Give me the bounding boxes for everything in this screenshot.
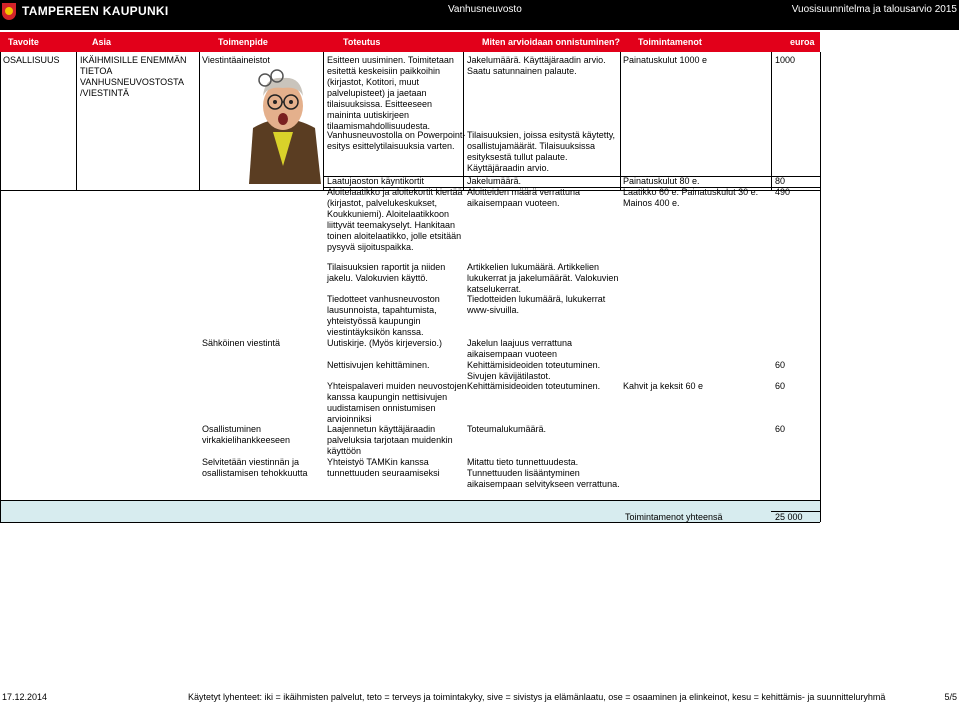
total-label: Toimintamenot yhteensä <box>625 512 723 522</box>
header-arvio: Miten arvioidaan onnistuminen? <box>482 37 621 47</box>
plan-table <box>0 52 820 522</box>
cell-toteutus-1: Esitteen uusiminen. Toimitetaan esitettä keskeisiin paikkoihin (kirjastot, Kotitori, muut palvelupisteet) ja jaetaan tilaisuuksissa. Esitteeseen maininta uutiskirjeen tilaamismahdollisuudesta. <box>327 55 454 131</box>
cell-menot-4: Laatikko 60 e. Painatuskulut 30 e. Mainos 400 e. <box>623 187 759 208</box>
cell-toteutus-5: Tilaisuuksien raportit ja niiden jakelu. Valokuvien käyttö. <box>327 262 446 283</box>
cell-toteutus-6: Tiedotteet vanhusneuvoston lausunnoista, tapahtumista, yhteistyössä kaupungin viestintäyksikön kanssa. <box>327 294 440 337</box>
cell-arvio-5: Artikkelien lukumäärä. Artikkelien lukukerrat ja jakelumäärät. Valokuvien katselukerrat. <box>467 262 619 294</box>
cell-menot-3: Painatuskulut 80 e. <box>623 176 700 186</box>
cell-arvio-2: Tilaisuuksien, joissa esitystä käytetty, osallistujamäärät. Tilaisuuksissa esityksestä tullut palaute. Käyttäjäraadin arvio. <box>467 130 616 173</box>
cell-euroa-3: 80 <box>775 176 786 186</box>
logo <box>2 2 169 20</box>
cell-arvio-4: Aloitteiden määrä verrattuna aikaisempaan vuoteen. <box>467 187 581 208</box>
document-subtitle: Vuosisuunnitelma ja talousarvio 2015 <box>791 4 957 15</box>
cell-euroa-8: 60 <box>775 360 786 370</box>
cell-euroa-9: 60 <box>775 381 786 391</box>
header-toimenpide: Toimenpide <box>218 37 268 47</box>
table-header <box>0 32 820 52</box>
cell-euroa-10: 60 <box>775 424 786 434</box>
cell-toteutus-3: Laatujaoston käyntikortit <box>327 176 425 186</box>
cell-toimenpide-10: Osallistuminen virkakielihankkeeseen <box>202 424 291 445</box>
cell-toteutus-8: Nettisivujen kehittäminen. <box>327 360 430 370</box>
footer-date: 17.12.2014 <box>2 692 48 702</box>
top-bar <box>0 0 959 30</box>
header-tavoite: Tavoite <box>8 37 39 47</box>
logo-text: TAMPEREEN KAUPUNKI <box>22 4 169 18</box>
document-title: Vanhusneuvosto <box>448 4 522 15</box>
cell-toimenpide-11: Selvitetään viestinnän ja osallistamisen tehokkuutta <box>202 457 308 478</box>
cell-euroa-4: 490 <box>775 187 791 197</box>
cell-arvio-3: Jakelumäärä. <box>467 176 522 186</box>
header-asia: Asia <box>92 37 112 47</box>
cell-toteutus-2: Vanhusneuvostolla on Powerpoint- esitys esittelytilaisuuksia varten. <box>327 130 466 151</box>
cell-toteutus-7: Uutiskirje. (Myös kirjeversio.) <box>327 338 443 348</box>
cell-asia: IKÄIHMISILLE ENEMMÄN TIETOA VANHUSNEUVOSTOSTA /VIESTINTÄ <box>80 55 187 98</box>
cell-toimenpide-1: Viestintäaineistot <box>202 55 270 65</box>
header-euroa: euroa <box>790 37 815 47</box>
cell-arvio-8: Kehittämisideoiden toteutuminen. Sivujen kävijätilastot. <box>467 360 601 381</box>
cell-arvio-9: Kehittämisideoiden toteutuminen. <box>467 381 601 391</box>
cell-toteutus-10: Laajennetun käyttäjäraadin palveluksia tarjotaan muidenkin käyttöön <box>327 424 453 456</box>
man-with-glasses-photo <box>243 66 323 184</box>
total-value: 25 000 <box>775 512 803 522</box>
cell-menot-1: Painatuskulut 1000 e <box>623 55 708 65</box>
page-number: 5/5 <box>944 692 957 702</box>
cell-arvio-7: Jakelun laajuus verrattuna aikaisempaan vuoteen <box>467 338 573 359</box>
cell-toteutus-11: Yhteistyö TAMKin kanssa tunnettuuden seuraamiseksi <box>327 457 440 478</box>
footer-abbreviations: Käytetyt lyhenteet: iki = ikäihmisten palvelut, teto = terveys ja toimintakyky, sive = sivistys ja elämänlaatu, ose = osaaminen ja elinkeinot, kesu = kehittämis- ja suunnitteluryhmä <box>188 692 886 702</box>
cell-euroa-1: 1000 <box>775 55 796 65</box>
cell-arvio-1: Jakelumäärä. Käyttäjäraadin arvio. Saatu satunnainen palaute. <box>467 55 606 76</box>
header-toimintamenot: Toimintamenot <box>638 37 702 47</box>
cell-toteutus-4: Aloitelaatikko ja aloitekortit kiertää (kirjastot, palvelukeskukset, Koukkuniemi). Aloitelaatikkoon liittyvät teemakyselyt. Hankitaan toinen aloitelaatikko, jolle etsitään pysyvä sijoituspaikka. <box>327 187 463 252</box>
coat-of-arms-icon <box>2 3 16 20</box>
cell-toimenpide-7: Sähköinen viestintä <box>202 338 281 348</box>
header-toteutus: Toteutus <box>343 37 381 47</box>
cell-arvio-11: Mitattu tieto tunnettuudesta. Tunnettuuden lisääntyminen aikaisempaan selvitykseen verrattuna. <box>467 457 620 489</box>
cell-arvio-6: Tiedotteiden lukumäärä, lukukerrat www-sivuilla. <box>467 294 606 315</box>
cell-menot-9: Kahvit ja keksit 60 e <box>623 381 704 391</box>
cell-toteutus-9: Yhteispalaveri muiden neuvostojen kanssa kaupungin nettisivujen uudistamisen onnistumisen arvioinniksi <box>327 381 467 424</box>
cell-arvio-10: Toteumalukumäärä. <box>467 424 547 434</box>
cell-tavoite: OSALLISUUS <box>3 55 60 65</box>
